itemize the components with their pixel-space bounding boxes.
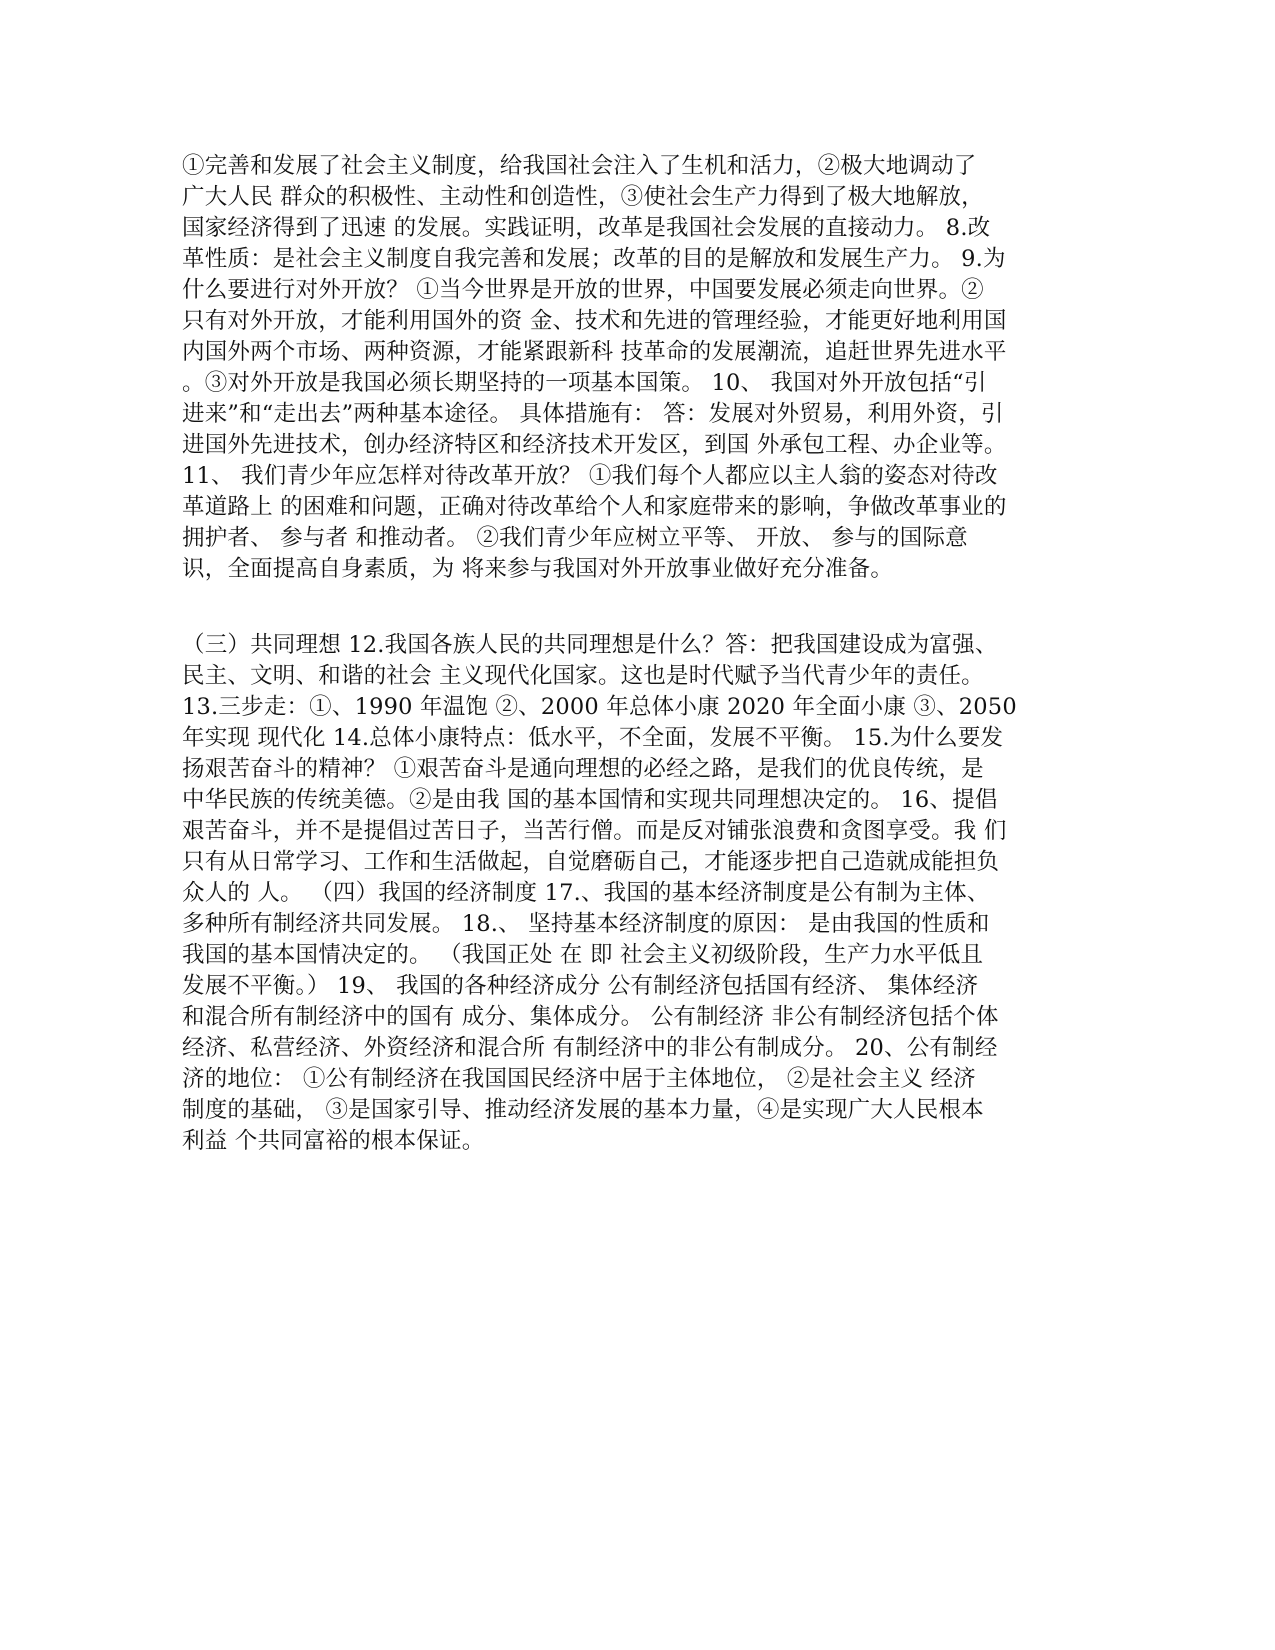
text-line: 广大人民 群众的积极性、主动性和创造性，③使社会生产力得到了极大地解放，	[182, 184, 984, 210]
text-line: 艰苦奋斗，并不是提倡过苦日子，当苦行僧。而是反对铺张浪费和贪图享受。我 们	[182, 818, 1007, 844]
text-line: 11、 我们青少年应怎样对待改革开放？ ①我们每个人都应以主人翁的姿态对待改	[182, 463, 998, 489]
text-line: 进国外先进技术，创办经济特区和经济技术开发区，到国 外承包工程、办企业等。	[182, 432, 1007, 458]
text-line: 扬艰苦奋斗的精神？ ①艰苦奋斗是通向理想的必经之路，是我们的优良传统，是	[182, 756, 984, 782]
text-line: 利益 个共同富裕的根本保证。	[182, 1128, 485, 1154]
text-line: 和混合所有制经济中的国有 成分、集体成分。 公有制经济 非公有制经济包括个体	[182, 1004, 999, 1030]
paragraph-common-ideal-and-economic-system	[182, 630, 1102, 1157]
text-line: 革道路上 的困难和问题，正确对待改革给个人和家庭带来的影响，争做改革事业的	[182, 494, 1007, 520]
text-line: 什么要进行对外开放？ ①当今世界是开放的世界，中国要发展必须走向世界。②	[182, 277, 984, 303]
text-line: 济的地位： ①公有制经济在我国国民经济中居于主体地位， ②是社会主义 经济	[182, 1066, 976, 1092]
text-line: 只有从日常学习、工作和生活做起，自觉磨砺自己，才能逐步把自己造就成能担负	[182, 849, 1000, 875]
text-line: 国家经济得到了迅速 的发展。实践证明，改革是我国社会发展的直接动力。 8.改	[182, 215, 991, 241]
text-line: 民主、文明、和谐的社会 主义现代化国家。这也是时代赋予当代青少年的责任。	[182, 663, 984, 689]
text-line: 多种所有制经济共同发展。 18.、 坚持基本经济制度的原因： 是由我国的性质和	[182, 911, 990, 937]
text-line: 拥护者、 参与者 和推动者。 ②我们青少年应树立平等、 开放、 参与的国际意	[182, 525, 968, 551]
text-line: 中华民族的传统美德。②是由我 国的基本国情和实现共同理想决定的。 16、提倡	[182, 787, 998, 813]
paragraph-reform-and-opening	[182, 151, 1102, 585]
text-line: 内国外两个市场、两种资源，才能紧跟新科 技革命的发展潮流，追赶世界先进水平	[182, 339, 1007, 365]
text-line: 制度的基础， ③是国家引导、推动经济发展的基本力量，④是实现广大人民根本	[182, 1097, 984, 1123]
text-line: 经济、私营经济、外资经济和混合所 有制经济中的非公有制成分。 20、公有制经	[182, 1035, 998, 1061]
text-line: 只有对外开放，才能利用国外的资 金、技术和先进的管理经验，才能更好地利用国	[182, 308, 1007, 334]
text-line: 识，全面提高自身素质，为 将来参与我国对外开放事业做好充分准备。	[182, 556, 894, 582]
text-line: 年实现 现代化 14.总体小康特点：低水平，不全面，发展不平衡。 15.为什么要发	[182, 725, 1004, 751]
text-line: 。③对外开放是我国必须长期坚持的一项基本国策。 10、 我国对外开放包括“引	[182, 370, 987, 396]
text-line: 进来”和“走出去”两种基本途径。 具体措施有： 答：发展对外贸易，利用外资，引	[182, 401, 1004, 427]
text-line: （三）共同理想 12.我国各族人民的共同理想是什么？答：把我国建设成为富强、	[182, 632, 998, 658]
text-line: 我国的基本国情决定的。 （我国正处 在 即 社会主义初级阶段，生产力水平低且	[182, 942, 984, 968]
text-line: 众人的 人。 （四）我国的经济制度 17.、我国的基本经济制度是公有制为主体、	[182, 880, 990, 906]
text-line: 发展不平衡。） 19、 我国的各种经济成分 公有制经济包括国有经济、 集体经济	[182, 973, 979, 999]
text-line: 革性质：是社会主义制度自我完善和发展；改革的目的是解放和发展生产力。 9.为	[182, 246, 1006, 272]
text-line: ①完善和发展了社会主义制度，给我国社会注入了生机和活力，②极大地调动了	[182, 153, 977, 179]
text-line: 13.三步走：①、1990 年温饱 ②、2000 年总体小康 2020 年全面小康 ③、2050	[182, 694, 1017, 720]
